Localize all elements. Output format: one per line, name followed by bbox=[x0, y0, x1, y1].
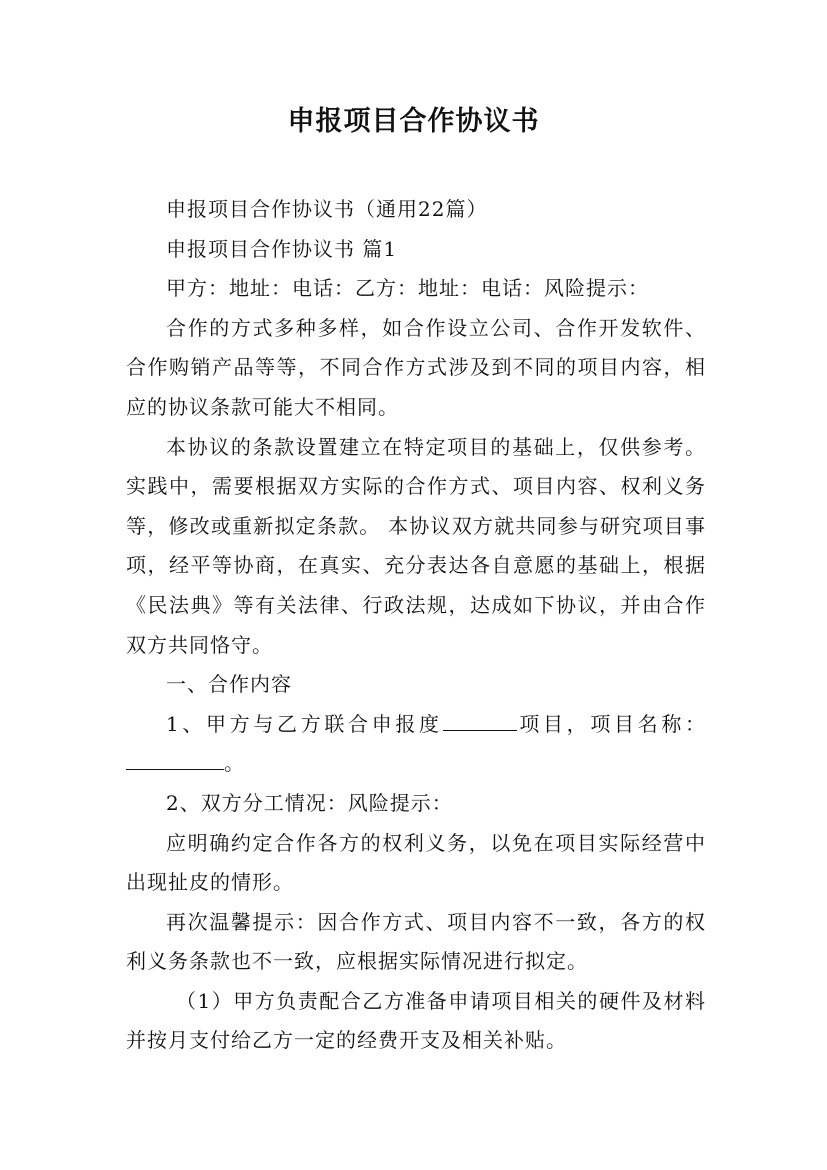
item-1-middle: 项目，项目名称： bbox=[516, 711, 706, 736]
paragraph-item-2: 2、双方分工情况：风险提示： bbox=[166, 790, 453, 815]
blank-project-name-line bbox=[126, 747, 224, 770]
paragraph-subtitle: 申报项目合作协议书（通用22篇） bbox=[166, 197, 488, 221]
paragraph-subitem-1: （1）甲方负责配合乙方准备申请项目相关的硬件及材料并按月支付给乙方一定的经费开支及相关补贴。 bbox=[126, 988, 706, 1053]
paragraph-parties: 甲方：地址：电话：乙方：地址：电话：风险提示： bbox=[166, 276, 649, 301]
document-title: 申报项目合作协议书 bbox=[287, 106, 540, 137]
item-1-suffix: 。 bbox=[224, 751, 245, 776]
paragraph-item-1 bbox=[126, 705, 706, 784]
paragraph-heading-content: 一、合作内容 bbox=[166, 672, 292, 697]
paragraph-section-heading: 申报项目合作协议书 篇1 bbox=[166, 236, 398, 261]
paragraph-reminder: 再次温馨提示：因合作方式、项目内容不一致，各方的权利义务条款也不一致，应根据实际情况进行拟定。 bbox=[126, 909, 706, 974]
paragraph-rights-obligations: 应明确约定合作各方的权利义务，以免在项目实际经营中出现扯皮的情形。 bbox=[126, 830, 706, 895]
blank-year-line bbox=[443, 708, 517, 731]
paragraph-terms-basis: 本协议的条款设置建立在特定项目的基础上，仅供参考。实践中，需要根据双方实际的合作方式、项目内容、权利义务等，修改或重新拟定条款。 本协议双方就共同参与研究项目事项，经平等协商，在真实、充分表达各自意愿的基础上，根据《民法典》等有关法律、行政法规，达成如下协议，并由合作双方共同恪守。 bbox=[126, 434, 706, 657]
paragraph-cooperation-methods: 合作的方式多种多样，如合作设立公司、合作开发软件、合作购销产品等等，不同合作方式涉及到不同的项目内容，相应的协议条款可能大不相同。 bbox=[126, 315, 706, 419]
document-body bbox=[126, 190, 706, 1061]
item-1-prefix: 1、甲方与乙方联合申报度 bbox=[166, 711, 443, 736]
